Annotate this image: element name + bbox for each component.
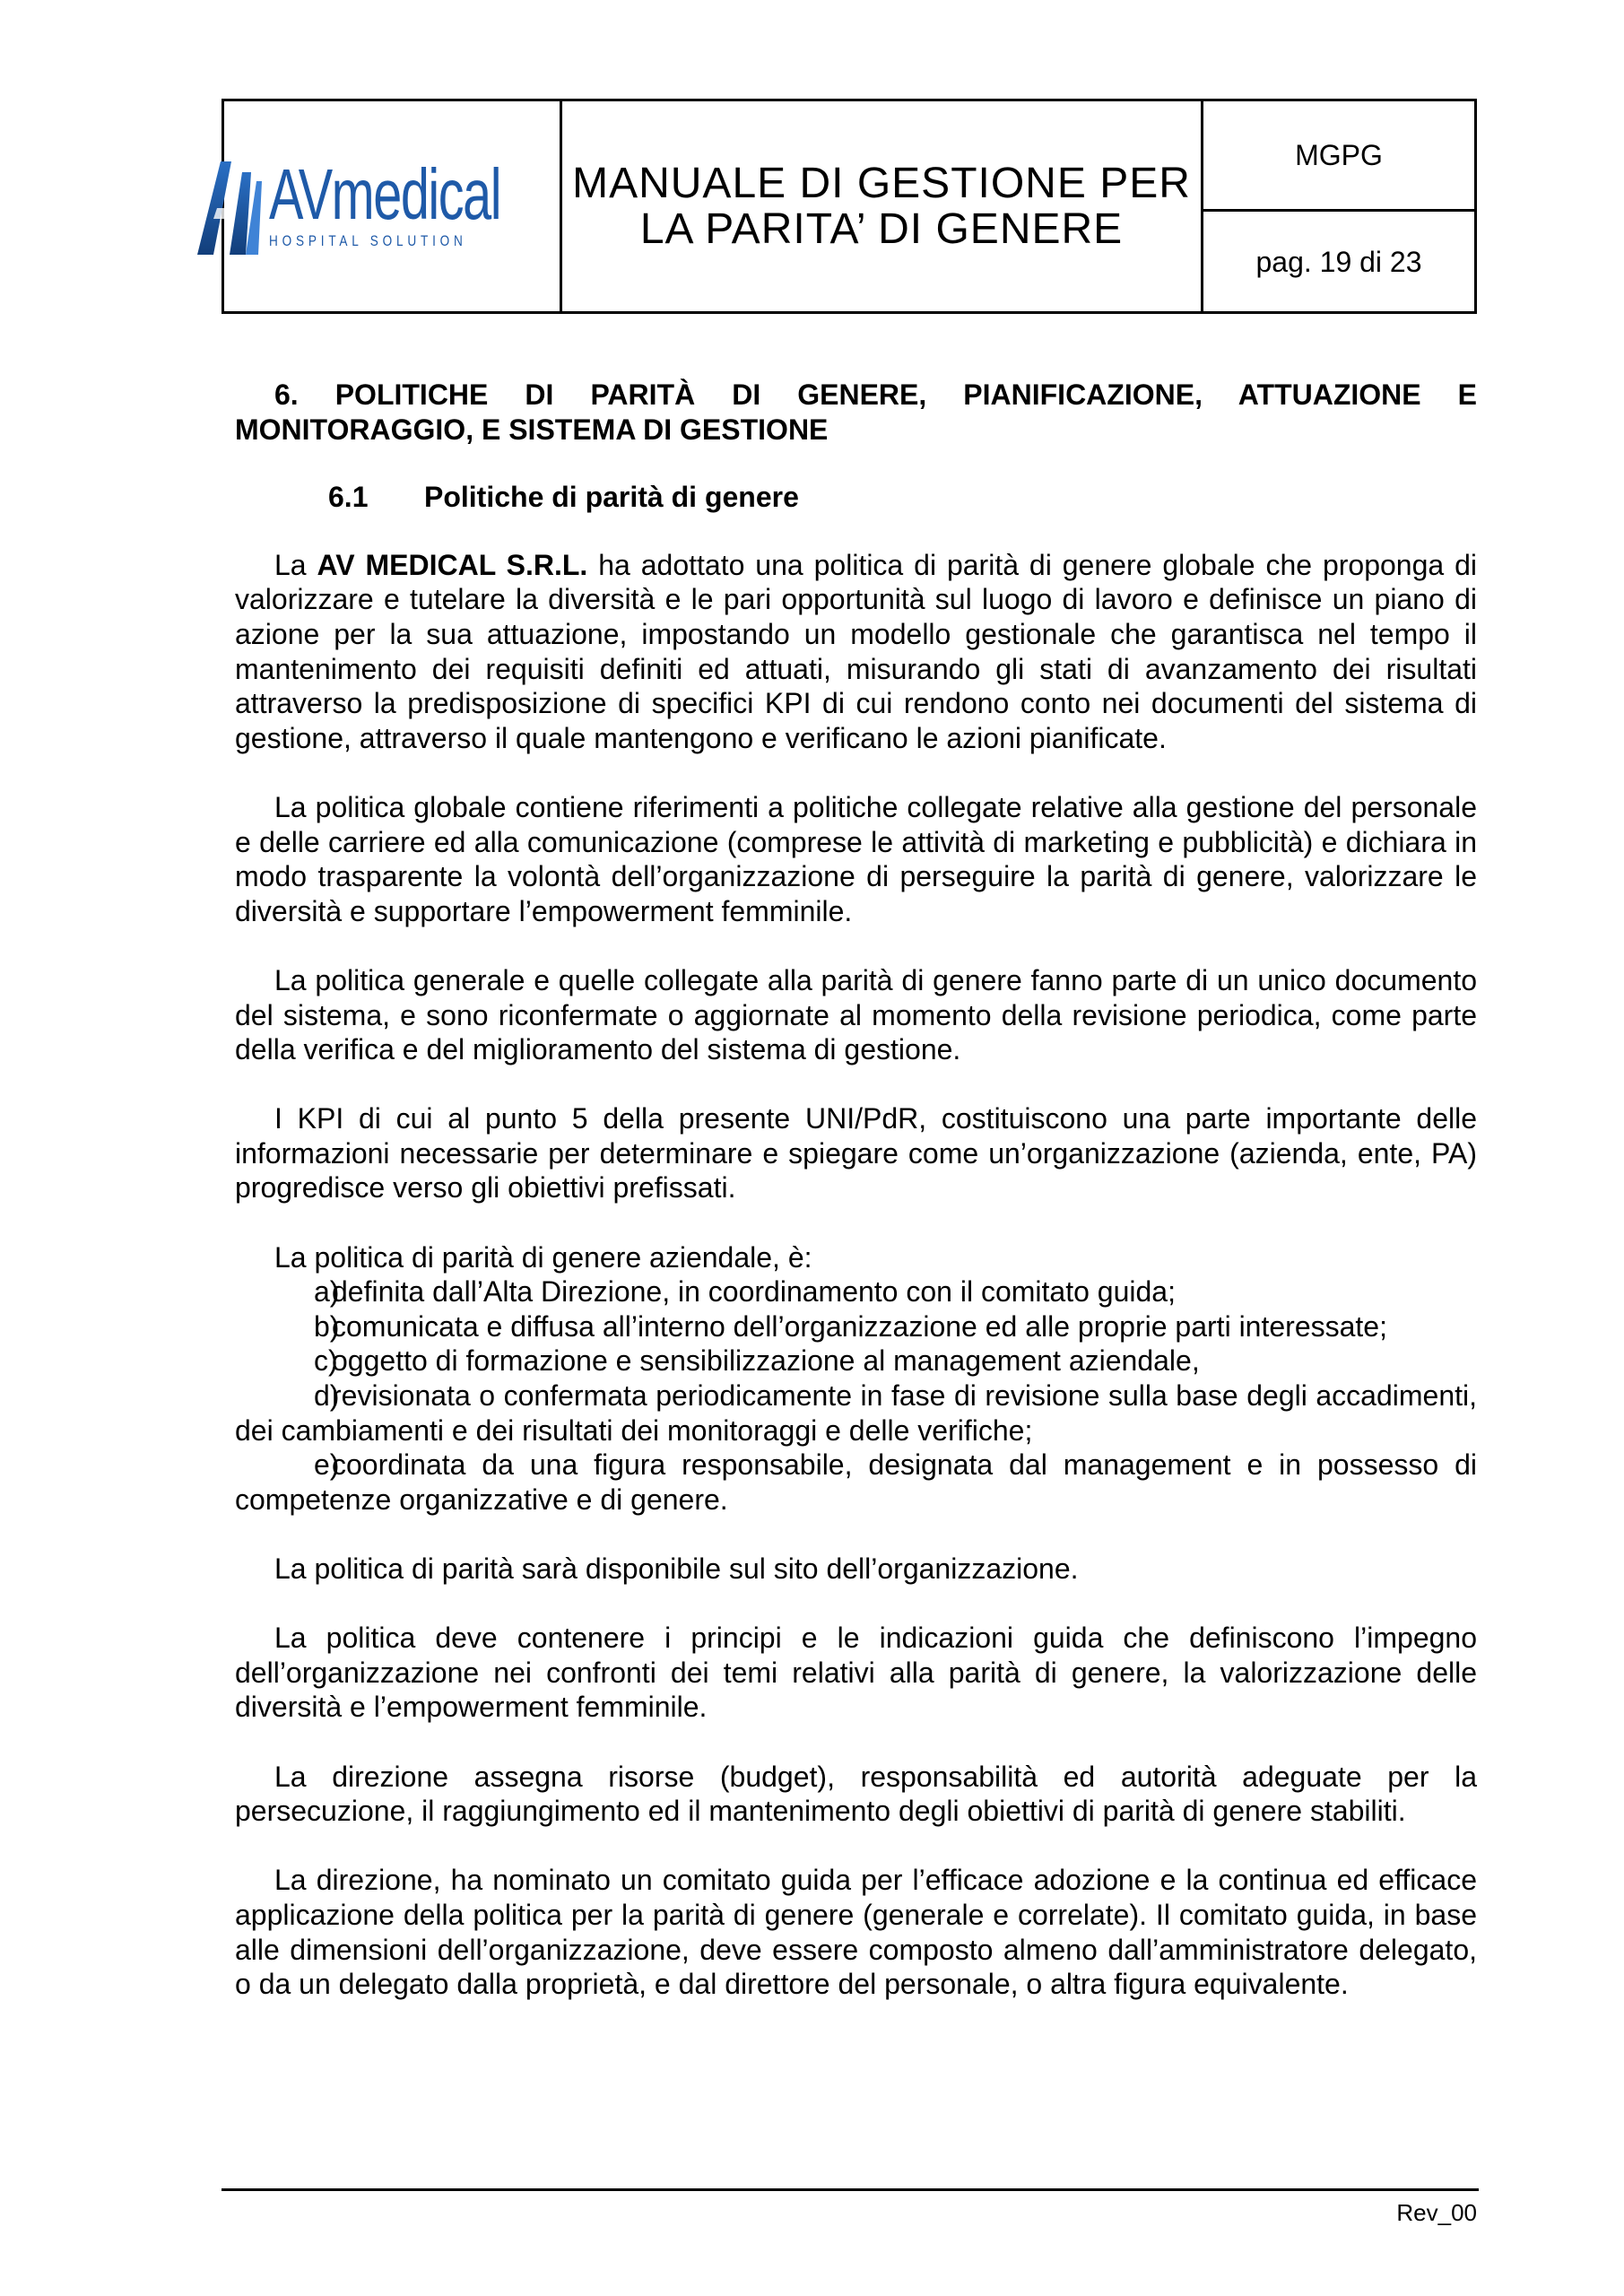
- paragraph-3: La politica generale e quelle collegate alla parità di genere fanno parte di un unico documento del sistema, e sono riconfermate o aggiornate al momento della revisione periodica, come parte della verifica e del miglioramento del sistema di gestione.: [235, 963, 1477, 1066]
- list-item: a)definita dall’Alta Direzione, in coordinamento con il comitato guida;: [314, 1275, 1176, 1309]
- revision-label: Rev_00: [1396, 2199, 1477, 2226]
- logo-cell: [224, 101, 562, 311]
- paragraph-2: La politica globale contiene riferimenti a politiche collegate relative alla gestione del personale e delle carriere ed alla comunicazione (comprese le attività di marketing e pubblicità) e dichiara in modo trasparente la volontà dell’organizzazione di perseguire la parità di genere, valorizzare le diversità e supportare l’empowerment femminile.: [235, 790, 1477, 927]
- paragraph-1-lead: La: [274, 548, 317, 581]
- company-logo: [194, 154, 590, 258]
- policy-list: [235, 1240, 1477, 1518]
- subsection-number: 6.1: [328, 481, 369, 514]
- list-intro: La politica di parità di genere aziendale, è:: [274, 1240, 812, 1274]
- list-item: c)oggetto di formazione e sensibilizzazione al management aziendale,: [314, 1344, 1200, 1378]
- document-body: [235, 378, 1477, 2002]
- footer-divider: [221, 2188, 1479, 2191]
- company-name: AV MEDICAL S.R.L.: [317, 548, 588, 581]
- list-item: b)comunicata e diffusa all’interno dell’organizzazione ed alle proprie parti interessate;: [314, 1309, 1387, 1343]
- document-title: MANUALE DI GESTIONE PER LA PARITA’ DI GENERE: [562, 101, 1203, 311]
- paragraph-1-text: ha adottato una politica di parità di genere globale che proponga di valorizzare e tutelare la diversità e le pari opportunità sul luogo di lavoro e definisce un piano di azione per la sua attuazione, impostando un modello gestionale che garantisca nel tempo il mantenimento dei requisiti definiti ed attuati, misurando gli stati di avanzamento dei risultati attraverso la predisposizione di specifici KPI di cui rendono conto nei documenti del sistema di gestione, attraverso il quale mantengono e verificano le azioni pianificate.: [235, 548, 1478, 754]
- logo-mark-icon: [194, 154, 264, 258]
- logo-name: AVmedical: [268, 154, 500, 234]
- document-header: [221, 99, 1477, 314]
- header-info: [1203, 101, 1474, 311]
- paragraph-5: La politica di parità sarà disponibile sul sito dell’organizzazione.: [274, 1552, 1079, 1585]
- logo-subtitle: HOSPITAL SOLUTION: [268, 232, 467, 249]
- list-item: d)revisionata o confermata periodicamente in fase di revisione sulla base degli accadimenti, dei cambiamenti e dei risultati dei monitoraggi e delle verifiche;: [235, 1379, 1477, 1447]
- subsection-title: Politiche di parità di genere: [424, 481, 799, 514]
- section-heading: 6. POLITICHE DI PARITÀ DI GENERE, PIANIFICAZIONE, ATTUAZIONE E MONITORAGGIO, E SISTEMA DI GESTIONE: [235, 378, 1477, 446]
- paragraph-8: La direzione, ha nominato un comitato guida per l’efficace adozione e la continua ed efficace applicazione della politica per la parità di genere (generale e correlate). Il comitato guida, in base alle dimensioni dell’organizzazione, deve essere composto almeno dall’amministratore delegato, o da un delegato dalla proprietà, e dal direttore del personale, o altra figura equivalente.: [235, 1864, 1477, 2001]
- list-item: e)coordinata da una figura responsabile, designata dal management e in possesso di competenze organizzative e di genere.: [235, 1448, 1477, 1516]
- subsection-heading: [235, 480, 1477, 515]
- page-number: pag. 19 di 23: [1255, 246, 1422, 278]
- document-code: MGPG: [1203, 101, 1474, 212]
- paragraph-1: [235, 548, 1477, 756]
- paragraph-4: I KPI di cui al punto 5 della presente UNI/PdR, costituiscono una parte importante delle informazioni necessarie per determinare e spiegare come un’organizzazione (azienda, ente, PA) progredisce verso gli obiettivi prefissati.: [235, 1102, 1477, 1205]
- paragraph-7: La direzione assegna risorse (budget), responsabilità ed autorità adeguate per la persecuzione, il raggiungimento ed il mantenimento degli obiettivi di parità di genere stabiliti.: [235, 1760, 1477, 1828]
- paragraph-6: La politica deve contenere i principi e le indicazioni guida che definiscono l’impegno dell’organizzazione nei confronti dei temi relativi alla parità di genere, la valorizzazione delle diversità e l’empowerment femminile.: [235, 1622, 1477, 1724]
